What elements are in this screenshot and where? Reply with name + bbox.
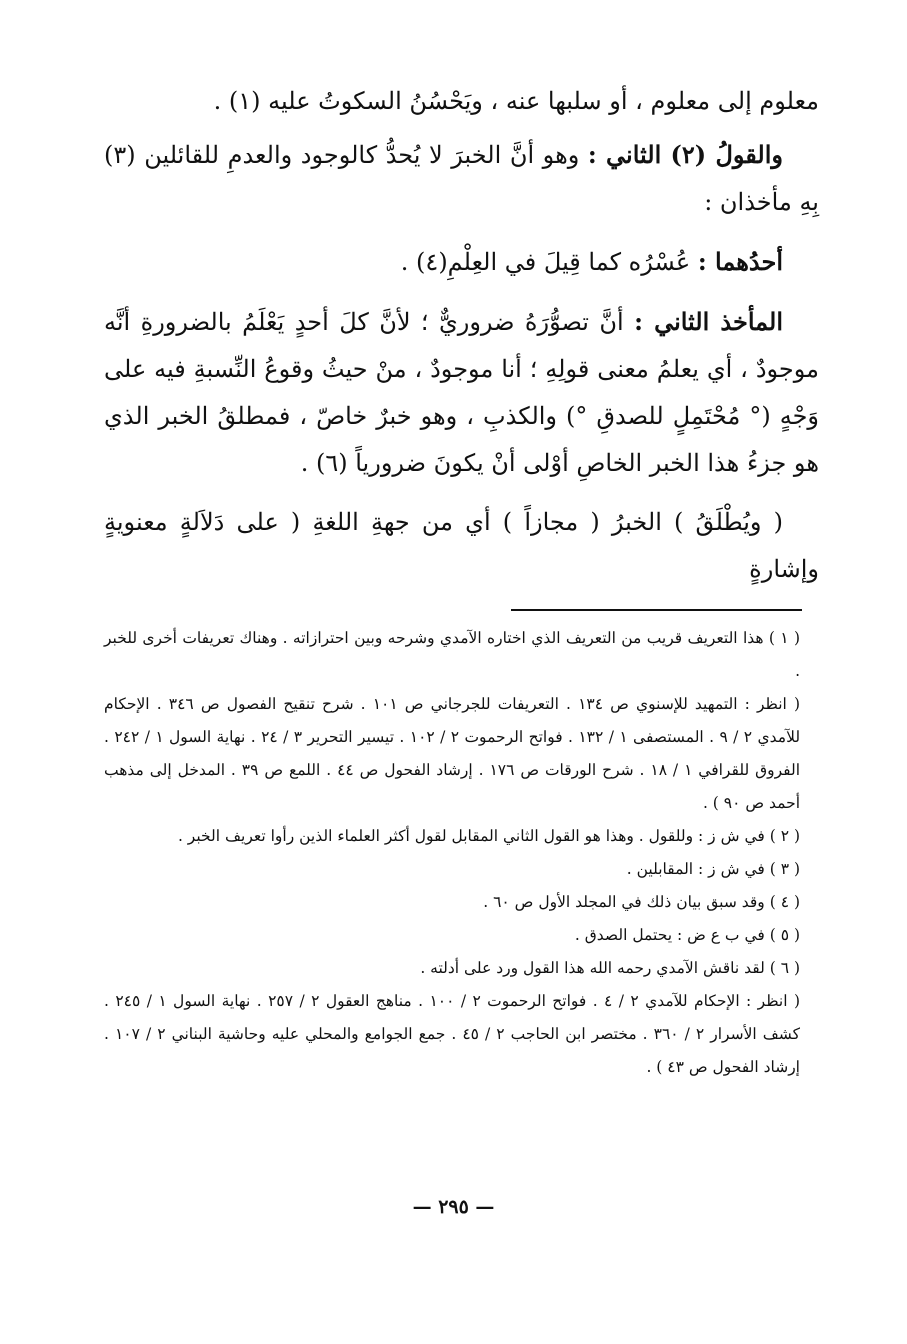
footnote-1: ( ١ ) هذا التعريف قريب من التعريف الذي اختاره الآمدي وشرحه وبين احترازاته . وهناك تعريفات أخرى للخبر .	[104, 629, 800, 680]
footnote-4: ( ٤ ) وقد سبق بيان ذلك في المجلد الأول ص ٦٠ .	[483, 893, 800, 911]
footnote-5: ( ٥ ) في ب ع ض : يحتمل الصدق .	[574, 926, 800, 944]
paragraph-text: أنَّ تصوُّرَهُ ضروريٌّ ؛ لأنَّ كلَ أحدٍ يَعْلَمُ بالضرورةِ أنَّه موجودٌ ، أي يعلمُ معنى قولِهِ ؛ أنا موجودٌ ، منْ حيثُ وقوعُ النِّسبةِ فيه على وَجْهٍ (° مُحْتَمِلٍ للصدقِ °) والكذبِ ، وهو خبرٌ خاصّ ، فمطلقُ الخبر الذي هو جزءُ هذا الخبر الخاصِ أوْلى أنْ يكونَ ضرورياً (٦) .	[104, 308, 819, 477]
paragraph-text: معلوم إلى معلوم ، أو سلبها عنه ، ويَحْسُنُ السكوتُ عليه (١) .	[213, 87, 819, 115]
paragraph-second-opinion	[104, 131, 819, 226]
footnote-1-references: ( انظر : التمهيد للإسنوي ص ١٣٤ . التعريفات للجرجاني ص ١٠١ . شرح تنقيح الفصول ص ٣٤٦ . الإحكام للآمدي ٢ / ٩ . المستصفى ١ / ١٣٢ . فواتح الرحموت ٢ / ١٠٢ . تيسير التحرير ٣ / ٢٤ . نهاية السول ١ / ٢٤٢ . الفروق للقرافي ١ / ١٨ . شرح الورقات ص ١٧٦ . إرشاد الفحول ص ٤٤ . اللمع ص ٣٩ . المدخل إلى مذهب أحمد ص ٩٠ ) .	[104, 695, 801, 812]
paragraph-second-source	[104, 298, 819, 487]
paragraph-definition-end	[104, 78, 819, 125]
page-number: — ٢٩٥ —	[412, 1196, 495, 1218]
paragraph-text: ( ويُطْلَقُ ) الخبرُ ( مجازاً ) أي من جهةِ اللغةِ ( على دَلاَلةٍ معنويةٍ وإشارةٍ	[104, 508, 819, 583]
paragraph-text: وهو أنَّ الخبرَ لا يُحدُّ كالوجود والعدمِ للقائلين (٣) بِهِ مأخذان :	[104, 141, 819, 216]
footnote-6: ( ٦ ) لقد ناقش الآمدي رحمه الله هذا القول ورد على أدلته .	[420, 959, 800, 977]
paragraph-heading: المأخذ الثاني :	[634, 307, 784, 336]
paragraph-text: عُسْرُه كما قِيلَ في العِلْمِ(٤) .	[400, 248, 698, 276]
footnotes	[104, 622, 822, 1084]
paragraph-metaphorical-usage	[104, 499, 819, 593]
footnote-6-references: ( انظر : الإحكام للآمدي ٢ / ٤ . فواتح الرحموت ٢ / ١٠٠ . مناهج العقول ٢ / ٢٥٧ . نهاية السول ١ / ٢٤٥ . كشف الأسرار ٢ / ٣٦٠ . مختصر ابن الحاجب ٢ / ٤٥ . جمع الجوامع والمحلي عليه وحاشية البناني ٢ / ١٠٧ . إرشاد الفحول ص ٤٣ ) .	[104, 992, 801, 1076]
paragraph-heading: أحدُهما :	[697, 247, 783, 276]
paragraph-first-source	[104, 238, 819, 286]
paragraph-heading: والقولُ (٢) الثاني :	[587, 140, 783, 169]
footnote-3: ( ٣ ) في ش ز : المقابلين .	[626, 860, 800, 878]
footnote-2: ( ٢ ) في ش ز : وللقول . وهذا هو القول الثاني المقابل لقول أكثر العلماء الذين رأوا تعريف الخبر .	[177, 827, 800, 845]
footnote-separator	[511, 609, 802, 611]
main-text	[104, 78, 819, 605]
